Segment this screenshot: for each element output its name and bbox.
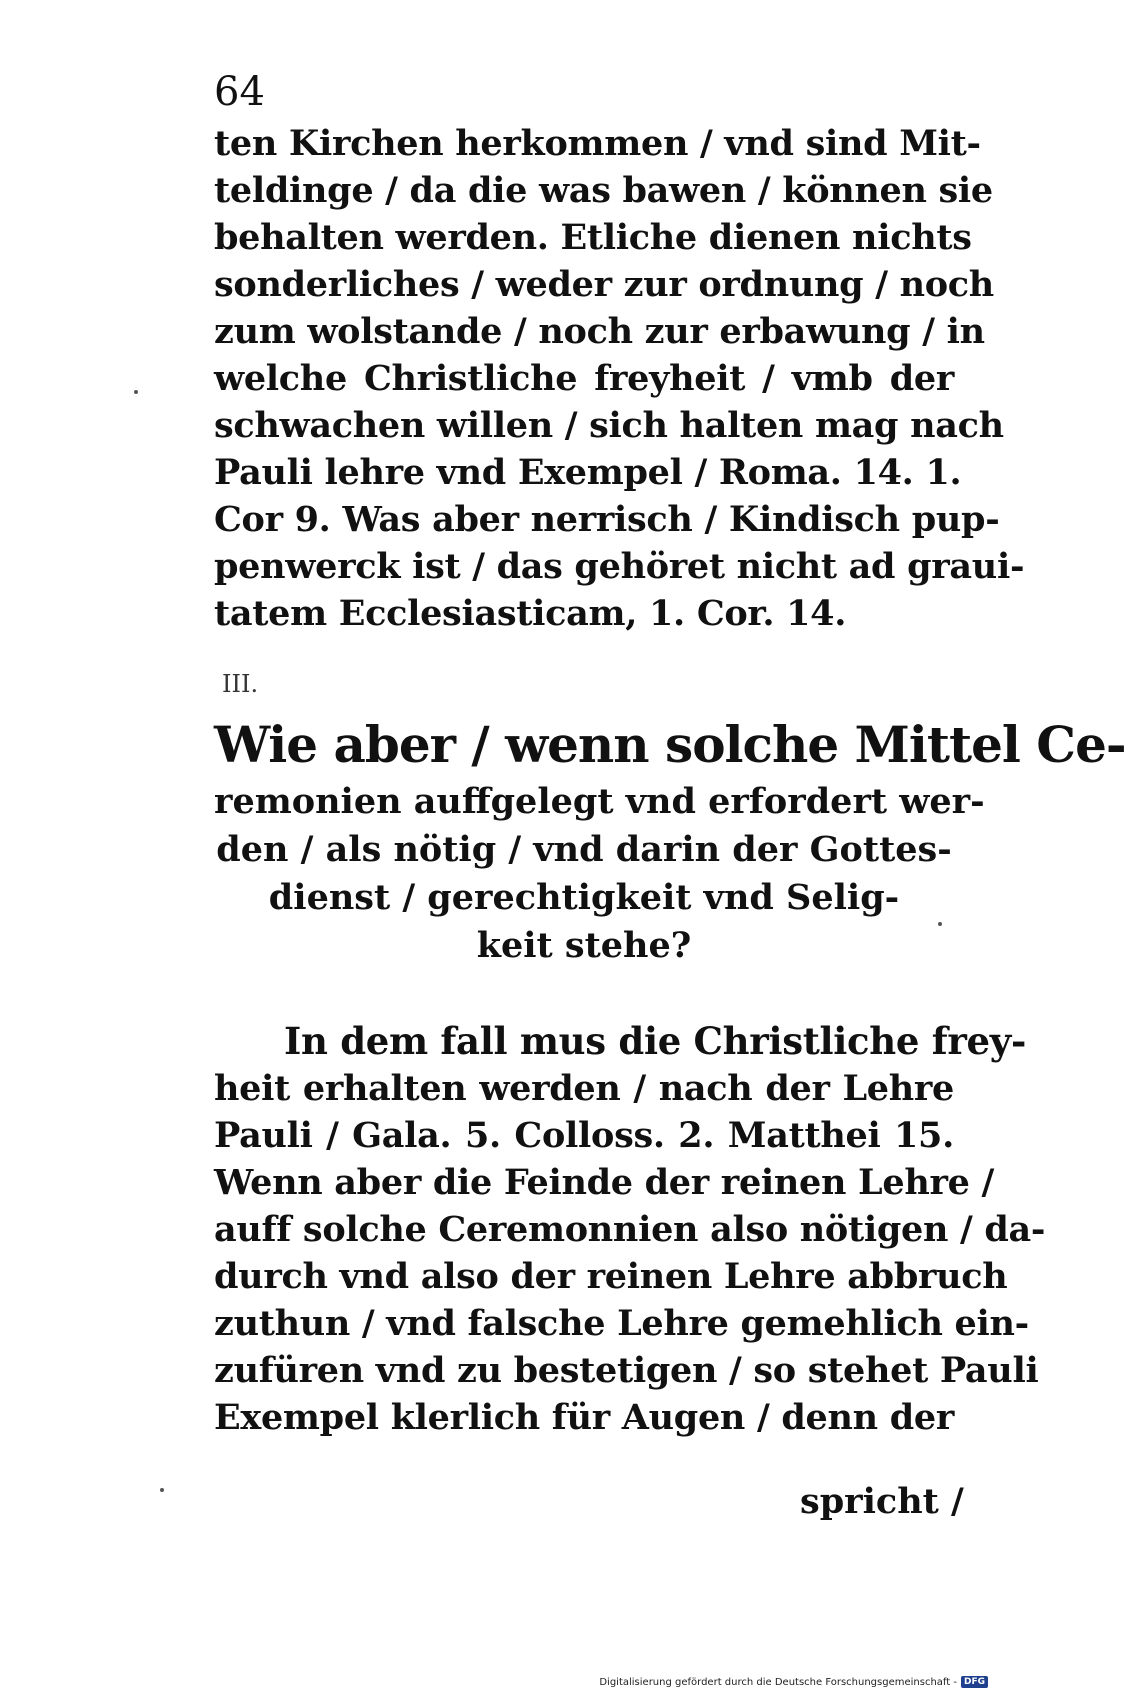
page-number: 64 bbox=[214, 69, 265, 115]
section-marker: III. bbox=[222, 670, 259, 698]
text-line: teldinge / da die was bawen / können sie bbox=[214, 170, 993, 211]
text-line: behalten werden. Etliche dienen nichts bbox=[214, 217, 972, 258]
text-line: zuthun / vnd falsche Lehre gemehlich ein- bbox=[214, 1303, 1029, 1344]
dfg-logo-icon: DFG bbox=[961, 1676, 988, 1688]
text-line: ten Kirchen herkommen / vnd sind Mit- bbox=[214, 123, 981, 164]
text-line: schwachen willen / sich halten mag nach bbox=[214, 405, 1004, 446]
paragraph-1 bbox=[214, 120, 1025, 637]
text-line: penwerck ist / das gehöret nicht ad graui- bbox=[214, 546, 1025, 587]
heading-line: den / als nötig / vnd darin der Gottes- bbox=[216, 829, 952, 870]
heading-line: remonien auffgelegt vnd erfordert wer- bbox=[214, 781, 985, 822]
text-line: sonderliches / weder zur ordnung / noch bbox=[214, 264, 994, 305]
text-line: Exempel klerlich für Augen / denn der bbox=[214, 1397, 954, 1438]
text-line: In dem fall mus die Christliche frey- bbox=[284, 1019, 1027, 1063]
heading-first-line: Wie aber / wenn solche Mittel Ce- bbox=[214, 715, 1126, 774]
ink-speck bbox=[160, 1488, 164, 1492]
text-line: welche Christliche freyheit / vmb der bbox=[214, 358, 954, 399]
digitization-footer bbox=[599, 1676, 988, 1688]
ink-speck bbox=[938, 922, 942, 926]
paragraph-2 bbox=[214, 1018, 1046, 1441]
text-line: Pauli lehre vnd Exempel / Roma. 14. 1. bbox=[214, 452, 962, 493]
text-line: zum wolstande / noch zur erbawung / in bbox=[214, 311, 985, 352]
text-line: durch vnd also der reinen Lehre abbruch bbox=[214, 1256, 1008, 1297]
heading-line: keit stehe? bbox=[476, 925, 692, 966]
text-line: Pauli / Gala. 5. Colloss. 2. Matthei 15. bbox=[214, 1115, 954, 1156]
heading-line: dienst / gerechtigkeit vnd Selig- bbox=[268, 877, 900, 918]
text-line: zufüren vnd zu bestetigen / so stehet Pauli bbox=[214, 1350, 1039, 1391]
section-heading bbox=[214, 712, 1126, 970]
ink-speck bbox=[134, 390, 138, 394]
text-line: Wenn aber die Feinde der reinen Lehre / bbox=[214, 1162, 994, 1203]
text-line: auff solche Ceremonnien also nötigen / da- bbox=[214, 1209, 1046, 1250]
catchword: spricht / bbox=[800, 1481, 964, 1522]
text-line: tatem Ecclesiasticam, 1. Cor. 14. bbox=[214, 593, 847, 634]
text-line: heit erhalten werden / nach der Lehre bbox=[214, 1068, 954, 1109]
footer-text: Digitalisierung gefördert durch die Deutsche Forschungsgemeinschaft - bbox=[599, 1676, 957, 1688]
text-line: Cor 9. Was aber nerrisch / Kindisch pup- bbox=[214, 499, 1000, 540]
